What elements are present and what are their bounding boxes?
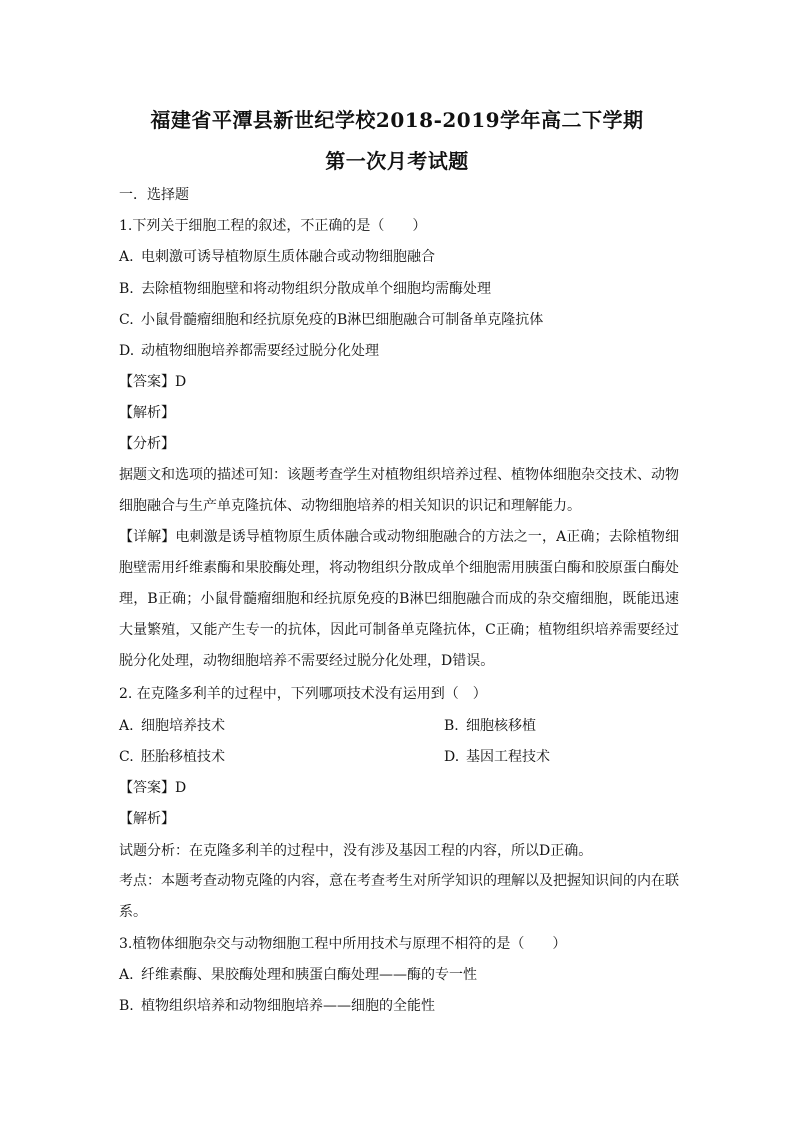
option-text: 细胞培养技术 [141,718,225,734]
option-letter: A. [119,967,134,983]
option-letter: D. [444,749,460,765]
option-text: 细胞核移植 [466,718,536,734]
option-text: 动植物细胞培养都需要经过脱分化处理 [141,343,379,359]
question-2-option-c [119,747,225,767]
option-letter: C. [119,312,134,328]
option-letter: B. [119,281,134,297]
option-text: 基因工程技术 [466,749,550,765]
document-title-line-1: 福建省平潭县新世纪学校2018-2019学年高二下学期 [150,108,644,132]
option-letter: B. [444,718,459,734]
option-letter: C. [119,749,134,765]
option-text: 植物组织培养和动物细胞培养——细胞的全能性 [141,998,435,1014]
question-1-option-d [119,341,379,361]
question-2-answer: 【答案】D [119,780,187,796]
question-3-option-a [119,965,477,985]
question-2-stem: 2. 在克隆多利羊的过程中，下列哪项技术没有运用到（ ） [119,686,487,702]
question-1-fenxi-text: 据题文和选项的描述可知：该题考查学生对植物组织培养过程、植物体细胞杂交技术、动物细胞融合与生产单克隆抗体、动物细胞培养的相关知识的识记和理解能力。 [119,467,679,514]
question-2-option-a [119,716,225,736]
question-2-kaodian: 考点：本题考查动物克隆的内容，意在考查考生对所学知识的理解以及把握知识间的内在联系。 [119,873,679,920]
option-letter: A. [119,718,134,734]
option-text: 纤维素酶、果胶酶处理和胰蛋白酶处理——酶的专一性 [141,967,477,983]
question-3-stem: 3.植物体细胞杂交与动物细胞工程中所用技术与原理不相符的是（ ） [119,936,567,952]
option-text: 胚胎移植技术 [141,749,225,765]
question-1-fenxi-label: 【分析】 [119,436,175,452]
option-letter: B. [119,998,134,1014]
question-2-option-d [444,747,550,767]
question-3-option-b [119,996,435,1016]
option-text: 电刺激可诱导植物原生质体融合或动物细胞融合 [141,249,435,265]
question-1-answer: 【答案】D [119,374,187,390]
option-letter: D. [119,343,135,359]
question-2-analysis-label: 【解析】 [119,811,175,827]
question-1-stem: 1.下列关于细胞工程的叙述，不正确的是（ ） [119,218,427,234]
question-1-detail: 【详解】电刺激是诱导植物原生质体融合或动物细胞融合的方法之一，A正确；去除植物细胞壁需用纤维素酶和果胶酶处理，将动物组织分散成单个细胞需用胰蛋白酶和胶原蛋白酶处理，B正确；小鼠骨髓瘤细胞和经抗原免疫的B淋巴细胞融合而成的杂交瘤细胞，既能迅速大量繁殖，又能产生专一的抗体，因此可制备单克隆抗体，C正确；植物组织培养需要经过脱分化处理，动物细胞培养不需要经过脱分化处理，D错误。 [119,529,679,669]
option-text: 去除植物细胞壁和将动物组织分散成单个细胞均需酶处理 [141,281,491,297]
question-1-analysis-label: 【解析】 [119,405,175,421]
question-1-option-c [119,310,543,330]
option-letter: A. [119,249,134,265]
question-2-option-b [444,716,536,736]
section-heading: 一．选择题 [119,187,189,203]
document-title-line-2: 第一次月考试题 [325,149,469,173]
option-text: 小鼠骨髓瘤细胞和经抗原免疫的B淋巴细胞融合可制备单克隆抗体 [141,312,544,328]
question-1-option-b [119,279,491,299]
question-2-analysis-text: 试题分析：在克隆多利羊的过程中，没有涉及基因工程的内容，所以D正确。 [119,843,593,859]
question-1-option-a [119,247,435,267]
